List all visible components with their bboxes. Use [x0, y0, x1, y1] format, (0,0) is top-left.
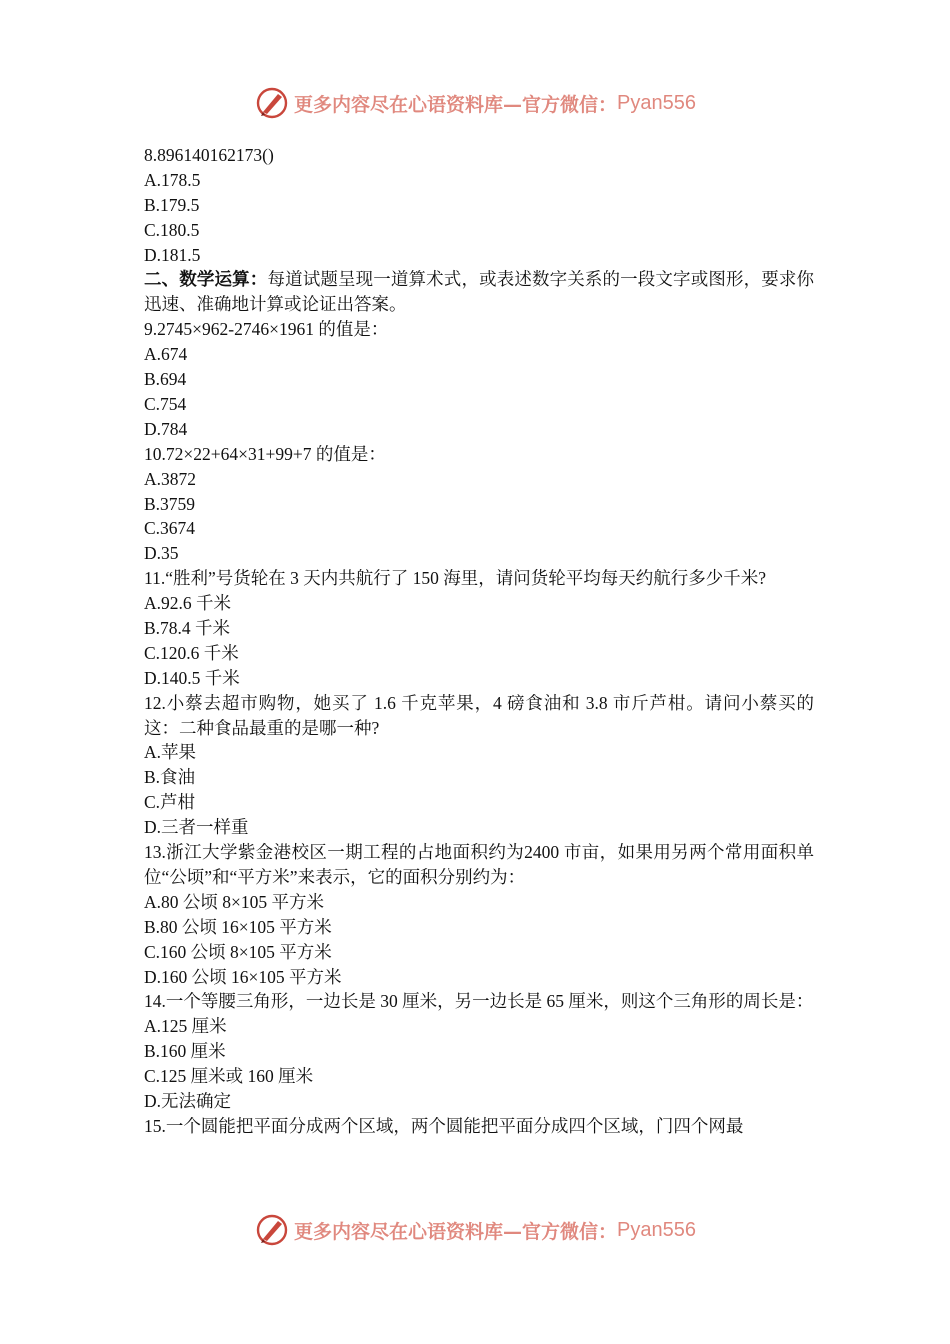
text-line: D.35 — [144, 543, 179, 564]
text-line: D.无法确定 — [144, 1090, 232, 1111]
question-paragraph: 11.“胜利”号货轮在 3 天内共航行了 150 海里，请问货轮平均每天约航行多少千米? — [144, 568, 767, 589]
text-line: C.180.5 — [144, 219, 200, 240]
question-paragraph: 12.小蔡去超市购物，她买了 1.6 千克苹果，4 磅食油和 3.8 市斤芦柑。请问小蔡买的这：二种食品最重的是哪一种? — [144, 692, 814, 738]
banner-text: 更多内容尽在心语资料库—官方微信： — [294, 93, 618, 116]
text-line: B.160 厘米 — [144, 1041, 226, 1062]
text-line: A.674 — [144, 344, 188, 365]
section-description: 每道试题呈现一道算术式，或表述数字关系的一段文字或图形，要求你迅速、准确地计算或论证出答案。 — [144, 269, 815, 315]
text-line: C.120.6 千米 — [144, 642, 239, 663]
text-line: A.125 厘米 — [144, 1016, 227, 1037]
text-line: D.784 — [144, 418, 188, 439]
question-paragraph: 14.一个等腰三角形，一边长是 30 厘米，另一边长是 65 厘米，则这个三角形的周长是： — [144, 991, 814, 1012]
text-line: D.181.5 — [144, 244, 201, 265]
text-line: A.80 公顷 8×105 平方米 — [144, 891, 325, 912]
text-line: B.食油 — [144, 767, 196, 788]
text-line: 15.一个圆能把平面分成两个区域，两个圆能把平面分成四个区域，门四个网最 — [144, 1115, 744, 1136]
text-line: A.苹果 — [144, 742, 197, 763]
text-line: C.3674 — [144, 518, 196, 539]
text-line: C.160 公顷 8×105 平方米 — [144, 941, 332, 962]
header-banner — [0, 83, 950, 123]
document-body — [144, 143, 814, 1139]
section-heading: 二、数学运算： — [144, 269, 268, 290]
text-line: A.178.5 — [144, 169, 201, 190]
text-line: A.92.6 千米 — [144, 593, 232, 614]
footer-banner — [0, 1210, 950, 1250]
text-line: C.125 厘米或 160 厘米 — [144, 1066, 314, 1087]
text-line: C.754 — [144, 393, 187, 414]
text-line: B.78.4 千米 — [144, 617, 231, 638]
text-line: B.80 公顷 16×105 平方米 — [144, 916, 332, 937]
text-line: D.三者一样重 — [144, 817, 249, 838]
text-line: B.179.5 — [144, 194, 200, 215]
pen-logo-icon — [254, 85, 290, 121]
banner-wechat-id: Pyan556 — [617, 1218, 696, 1241]
pen-logo-icon — [254, 1212, 290, 1248]
text-line: D.160 公顷 16×105 平方米 — [144, 966, 342, 987]
text-line: 8.896140162173() — [144, 145, 274, 165]
text-line: 9.2745×962-2746×1961 的值是： — [144, 319, 389, 340]
banner-wechat-id: Pyan556 — [617, 91, 696, 114]
text-line: A.3872 — [144, 468, 197, 489]
text-line: D.140.5 千米 — [144, 667, 240, 688]
text-line: B.3759 — [144, 493, 196, 514]
banner-text: 更多内容尽在心语资料库—官方微信： — [294, 1220, 618, 1243]
text-line: B.694 — [144, 369, 187, 390]
question-paragraph: 13.浙江大学紫金港校区一期工程的占地面积约为2400 市亩，如果用另两个常用面积单位“公顷”和“平方米”来表示，它的面积分别约为： — [144, 842, 814, 887]
section-paragraph — [144, 267, 814, 317]
text-line: 10.72×22+64×31+99+7 的值是： — [144, 443, 386, 464]
text-line: C.芦柑 — [144, 792, 196, 813]
